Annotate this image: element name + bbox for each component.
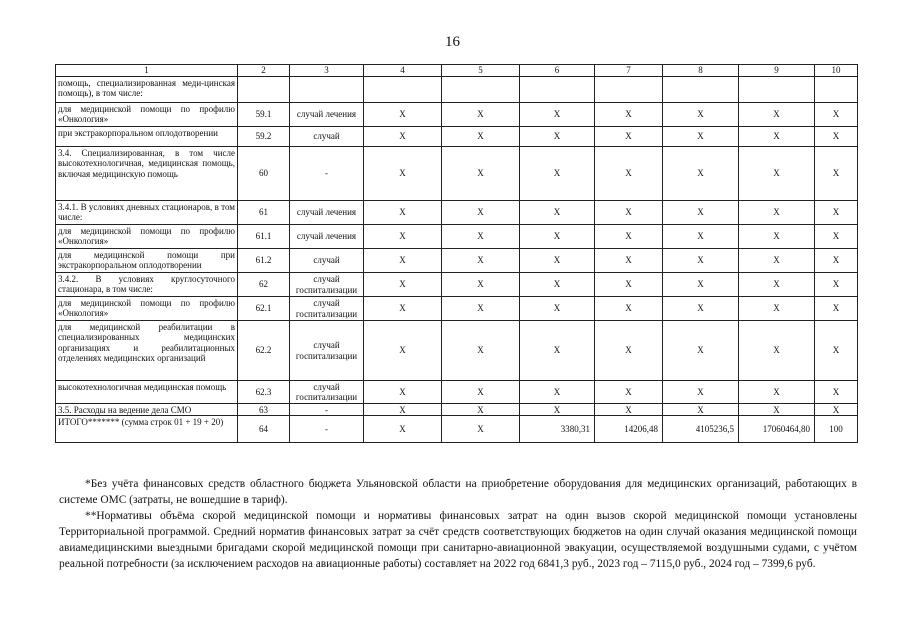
row-code: 63	[238, 404, 290, 416]
table-row	[56, 103, 858, 127]
value-cell: X	[663, 225, 739, 249]
value-cell: X	[520, 273, 595, 297]
table-row	[56, 404, 858, 416]
value-cell: X	[739, 103, 815, 127]
row-label: для медицинской помощи по профилю «Онкология»	[56, 103, 238, 127]
value-cell: X	[442, 225, 520, 249]
row-unit: случай лечения	[290, 201, 364, 225]
value-cell: X	[663, 103, 739, 127]
row-code: 62.3	[238, 381, 290, 404]
column-header: 5	[442, 65, 520, 77]
value-cell: 4105236,5	[663, 416, 739, 443]
column-header: 2	[238, 65, 290, 77]
value-cell	[520, 77, 595, 103]
value-cell	[815, 77, 858, 103]
row-code: 62	[238, 273, 290, 297]
value-cell: X	[520, 225, 595, 249]
value-cell: X	[520, 201, 595, 225]
column-header: 4	[364, 65, 442, 77]
column-header: 7	[595, 65, 663, 77]
table-row	[56, 225, 858, 249]
value-cell: X	[364, 147, 442, 201]
value-cell: X	[595, 273, 663, 297]
value-cell: X	[739, 273, 815, 297]
table-row	[56, 201, 858, 225]
value-cell: X	[520, 381, 595, 404]
row-unit: случай госпитализации	[290, 381, 364, 404]
value-cell: X	[595, 127, 663, 147]
value-cell: X	[442, 381, 520, 404]
row-code: 64	[238, 416, 290, 443]
value-cell: X	[595, 103, 663, 127]
row-unit: случай лечения	[290, 103, 364, 127]
row-unit: случай госпитализации	[290, 273, 364, 297]
value-cell: X	[663, 381, 739, 404]
table-row	[56, 321, 858, 381]
row-label: 3.4. Специализированная, в том числе высокотехнологичная, медицинская помощь, включая медицинскую помощь	[56, 147, 238, 201]
value-cell: X	[364, 321, 442, 381]
value-cell: X	[663, 321, 739, 381]
table-row	[56, 127, 858, 147]
row-label: 3.5. Расходы на ведение дела СМО	[56, 404, 238, 416]
value-cell: X	[442, 201, 520, 225]
row-label: для медицинской помощи по профилю «Онкология»	[56, 297, 238, 321]
row-label: 3.4.2. В условиях круглосуточного стационара, в том числе:	[56, 273, 238, 297]
value-cell: X	[595, 201, 663, 225]
value-cell: 100	[815, 416, 858, 443]
value-cell: X	[442, 249, 520, 273]
value-cell: X	[663, 249, 739, 273]
column-header: 8	[663, 65, 739, 77]
value-cell: X	[442, 404, 520, 416]
value-cell: X	[815, 103, 858, 127]
table-row	[56, 147, 858, 201]
value-cell: X	[739, 201, 815, 225]
value-cell	[595, 77, 663, 103]
value-cell: X	[520, 404, 595, 416]
value-cell: X	[520, 127, 595, 147]
row-code: 61.2	[238, 249, 290, 273]
column-header: 10	[815, 65, 858, 77]
row-unit: -	[290, 404, 364, 416]
value-cell: X	[739, 147, 815, 201]
value-cell: X	[663, 147, 739, 201]
value-cell: X	[739, 404, 815, 416]
value-cell: 17060464,80	[739, 416, 815, 443]
footnotes	[59, 476, 857, 572]
value-cell	[364, 77, 442, 103]
value-cell: X	[364, 416, 442, 443]
value-cell: X	[364, 249, 442, 273]
value-cell: X	[595, 147, 663, 201]
header-row	[56, 65, 858, 77]
value-cell: X	[595, 249, 663, 273]
value-cell: X	[815, 321, 858, 381]
value-cell: X	[739, 225, 815, 249]
row-label: для медицинской реабилитации в специализированных медицинских организациях и реабилитационных отделениях медицинских организаций	[56, 321, 238, 381]
row-label: для медицинской помощи по профилю «Онкология»	[56, 225, 238, 249]
value-cell: X	[595, 381, 663, 404]
value-cell: X	[364, 201, 442, 225]
value-cell: X	[595, 297, 663, 321]
table-row	[56, 249, 858, 273]
value-cell: X	[815, 249, 858, 273]
footnote-2: **Нормативы объёма скорой медицинской помощи и нормативы финансовых затрат на один вызов скорой медицинской помощи установлены Территориальной программой. Средний норматив финансовых затрат за счёт средств соответствующих бюджетов на один случай оказания медицинской помощи авиамедицинскими выездными бригадами скорой медицинской помощи при санитарно-авиационной эвакуации, осуществляемой воздушными судами, с учётом реальной потребности (за исключением расходов на авиационные работы) составляет на 2022 год 6841,3 руб., 2023 год – 7115,0 руб., 2024 год – 7399,6 руб.	[59, 510, 857, 570]
value-cell: X	[442, 297, 520, 321]
row-unit: -	[290, 147, 364, 201]
column-header: 9	[739, 65, 815, 77]
value-cell	[663, 77, 739, 103]
value-cell: X	[364, 297, 442, 321]
value-cell: X	[663, 297, 739, 321]
value-cell: X	[815, 273, 858, 297]
row-unit: случай	[290, 249, 364, 273]
value-cell: X	[663, 273, 739, 297]
value-cell: X	[815, 225, 858, 249]
value-cell: X	[442, 127, 520, 147]
row-label: ИТОГО******* (сумма строк 01 + 19 + 20)	[56, 416, 238, 443]
value-cell: X	[364, 404, 442, 416]
row-label: помощь, специализированная меди-цинская помощь), в том числе:	[56, 77, 238, 103]
page-number: 16	[445, 34, 460, 50]
value-cell: X	[364, 225, 442, 249]
value-cell: X	[520, 249, 595, 273]
value-cell: X	[595, 321, 663, 381]
value-cell: X	[815, 127, 858, 147]
value-cell: X	[815, 201, 858, 225]
row-code	[238, 77, 290, 103]
value-cell: X	[815, 404, 858, 416]
row-unit: случай госпитализации	[290, 297, 364, 321]
value-cell: X	[520, 147, 595, 201]
row-code: 62.2	[238, 321, 290, 381]
value-cell: X	[364, 273, 442, 297]
value-cell: X	[364, 103, 442, 127]
value-cell: X	[442, 103, 520, 127]
row-unit: случай лечения	[290, 225, 364, 249]
row-code: 62.1	[238, 297, 290, 321]
value-cell: X	[739, 381, 815, 404]
value-cell: X	[739, 297, 815, 321]
value-cell: X	[739, 321, 815, 381]
row-code: 60	[238, 147, 290, 201]
value-cell: X	[520, 103, 595, 127]
data-table	[55, 64, 858, 443]
value-cell: X	[520, 321, 595, 381]
value-cell: X	[364, 127, 442, 147]
row-code: 59.2	[238, 127, 290, 147]
value-cell: X	[815, 297, 858, 321]
value-cell: X	[663, 201, 739, 225]
column-header: 6	[520, 65, 595, 77]
value-cell: X	[595, 404, 663, 416]
row-unit: случай госпитализации	[290, 321, 364, 381]
value-cell: X	[663, 404, 739, 416]
row-label: для медицинской помощи при экстракорпоральном оплодотворении	[56, 249, 238, 273]
row-code: 61	[238, 201, 290, 225]
value-cell	[442, 77, 520, 103]
value-cell: 14206,48	[595, 416, 663, 443]
value-cell: X	[815, 381, 858, 404]
table-row	[56, 273, 858, 297]
row-unit: -	[290, 416, 364, 443]
value-cell: X	[442, 416, 520, 443]
value-cell: X	[815, 147, 858, 201]
row-unit: случай	[290, 127, 364, 147]
value-cell: 3380,31	[520, 416, 595, 443]
row-label: высокотехнологичная медицинская помощь	[56, 381, 238, 404]
table-row	[56, 416, 858, 443]
value-cell: X	[442, 147, 520, 201]
row-code: 61.1	[238, 225, 290, 249]
value-cell: X	[442, 273, 520, 297]
value-cell: X	[595, 225, 663, 249]
footnote-1: *Без учёта финансовых средств областного бюджета Ульяновской области на приобретение оборудования для медицинских организаций, работающих в системе ОМС (затраты, не вошедшие в тариф).	[59, 478, 857, 506]
value-cell: X	[364, 381, 442, 404]
column-header: 1	[56, 65, 238, 77]
value-cell: X	[442, 321, 520, 381]
value-cell	[739, 77, 815, 103]
value-cell: X	[739, 249, 815, 273]
table-row	[56, 297, 858, 321]
value-cell: X	[739, 127, 815, 147]
row-label: при экстракорпоральном оплодотворении	[56, 127, 238, 147]
table-row	[56, 77, 858, 103]
row-unit	[290, 77, 364, 103]
table-row	[56, 381, 858, 404]
row-code: 59.1	[238, 103, 290, 127]
row-label: 3.4.1. В условиях дневных стационаров, в том числе:	[56, 201, 238, 225]
value-cell: X	[520, 297, 595, 321]
value-cell: X	[663, 127, 739, 147]
column-header: 3	[290, 65, 364, 77]
